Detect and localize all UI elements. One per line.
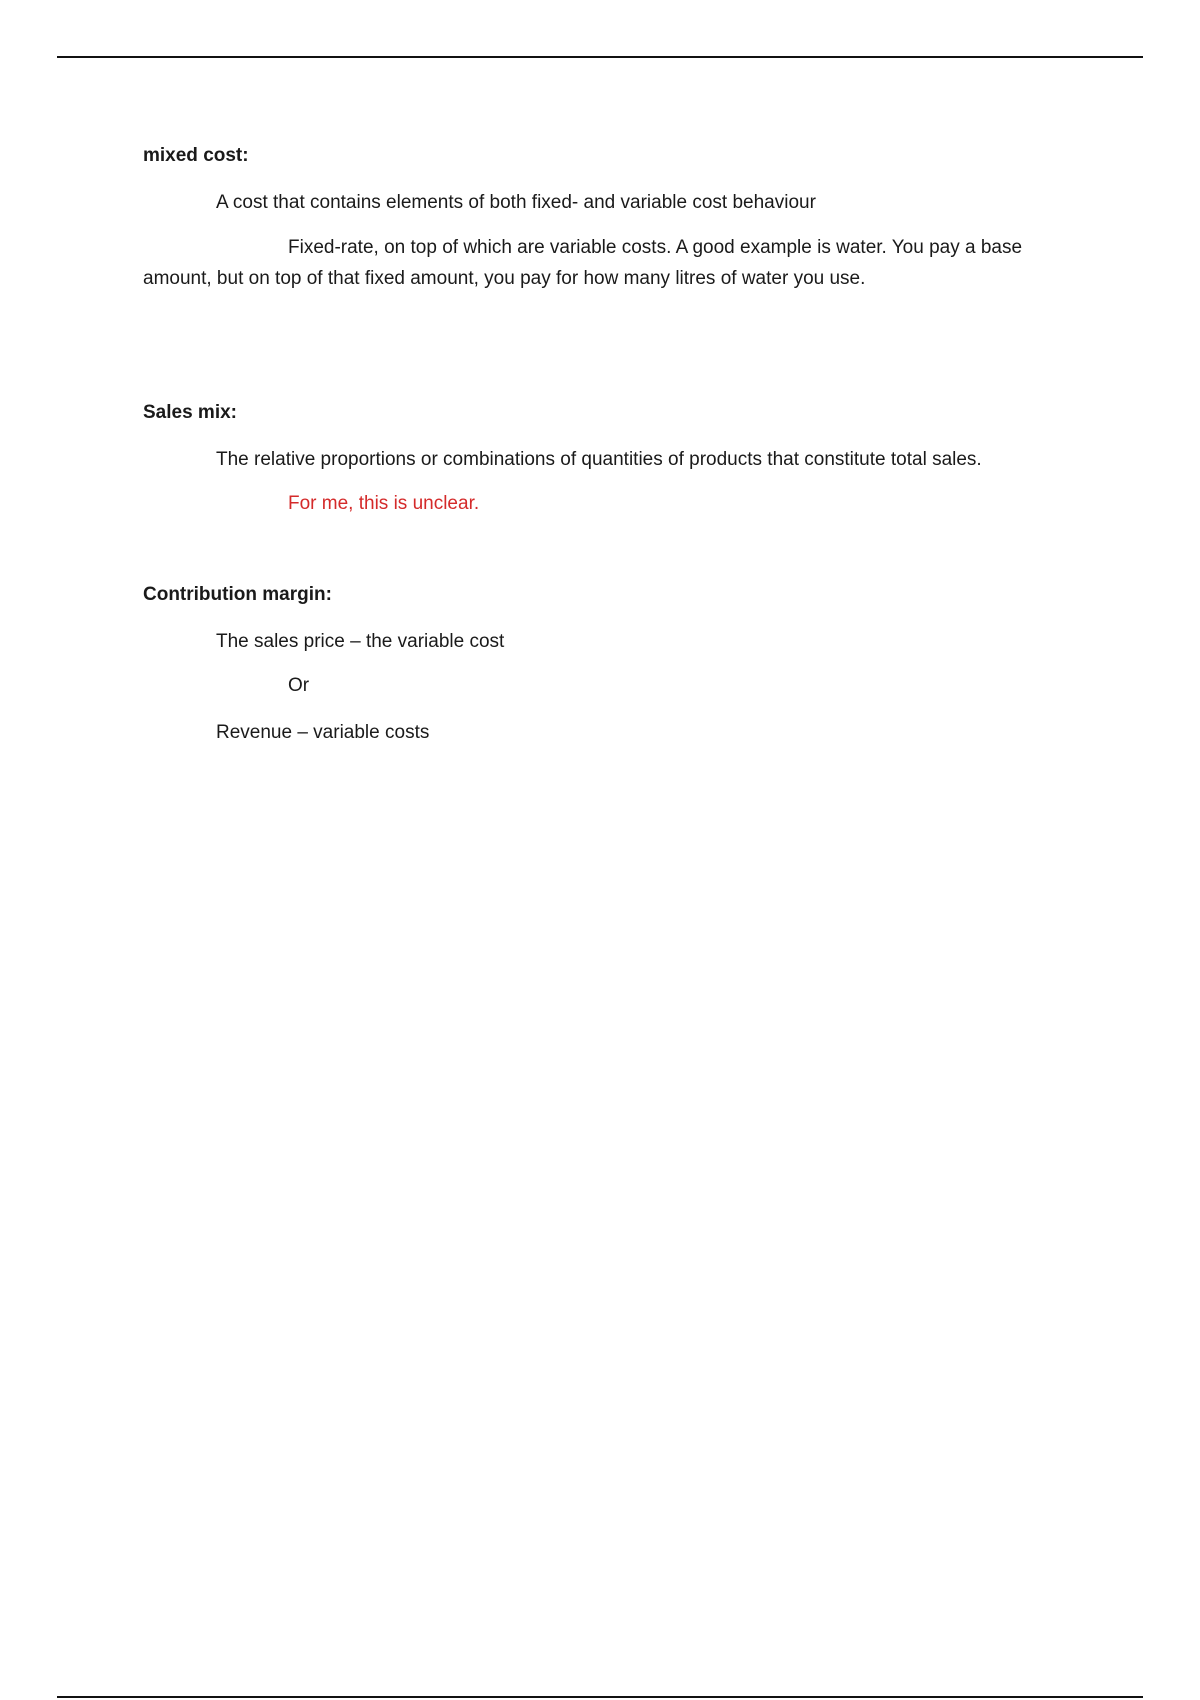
note-sales-mix: For me, this is unclear. xyxy=(288,493,480,514)
formula-contribution-margin-1: The sales price – the variable cost xyxy=(216,631,505,652)
section-heading-contribution-margin: Contribution margin: xyxy=(143,584,332,605)
section-heading-sales-mix: Sales mix: xyxy=(143,402,237,423)
explanation-mixed-cost: Fixed-rate, on top of which are variable costs. A good example is water. You pay a base amount, but on top of that fixed amount, you pay for how many litres of water you use. xyxy=(143,237,1023,289)
connector-or: Or xyxy=(288,675,310,696)
footer-rule xyxy=(57,1696,1143,1698)
header-rule xyxy=(57,56,1143,58)
definition-mixed-cost: A cost that contains elements of both fixed- and variable cost behaviour xyxy=(216,192,816,213)
formula-contribution-margin-2: Revenue – variable costs xyxy=(216,722,430,743)
definition-sales-mix: The relative proportions or combinations of quantities of products that constitute total sales. xyxy=(216,449,982,470)
section-heading-mixed-cost: mixed cost: xyxy=(143,145,249,166)
